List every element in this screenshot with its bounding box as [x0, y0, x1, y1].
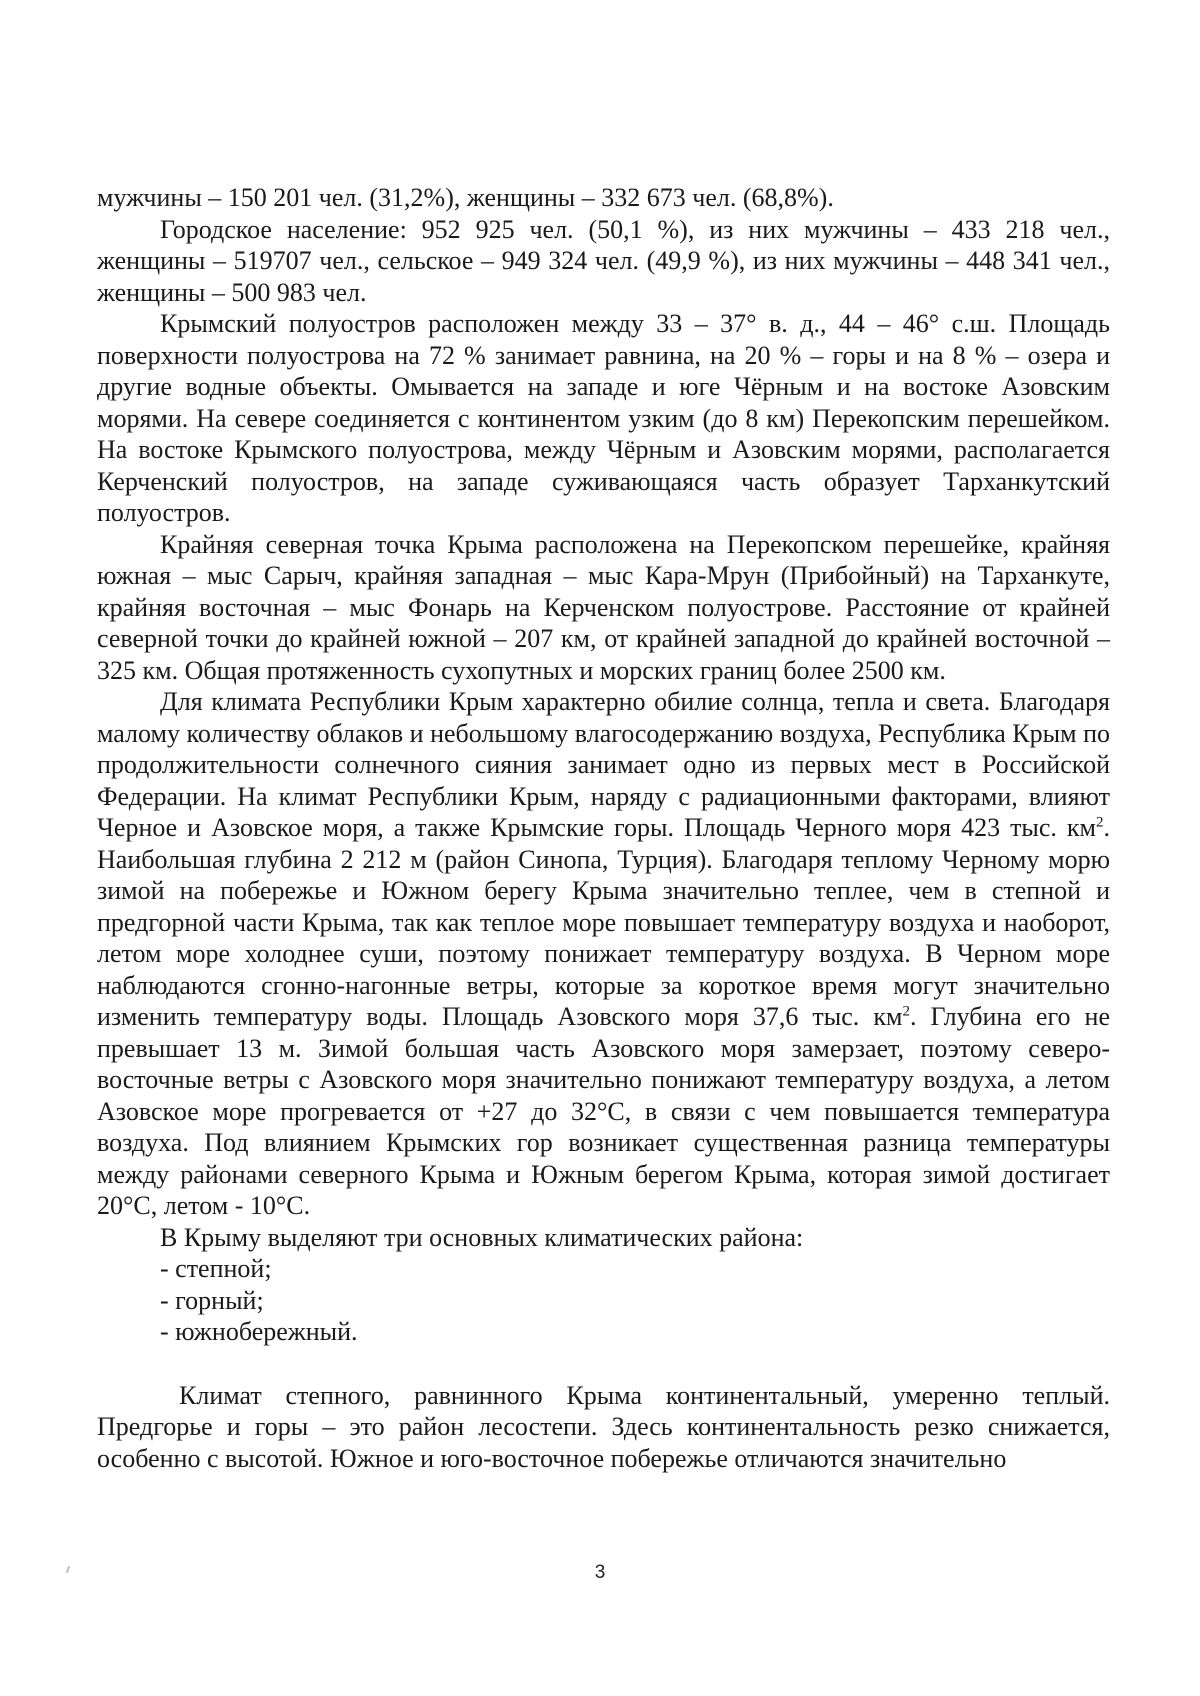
climate-text-1: Для климата Республики Крым характерно обилие солнца, тепла и света. Благодаря малому количеству облаков и небольшому влагосодержанию воздуха, Республика Крым по продолжительности солнечного сияния занимает одно из первых мест в Российской Федерации. На климат Республики Крым, наряду с радиационными факторами, влияют Черное и Азовское моря, а также Крымские горы. Площадь Черного моря 423 тыс. км [97, 687, 1110, 842]
paragraph-steppe-climate: Климат степного, равнинного Крыма континентальный, умеренно теплый. Предгорье и горы – это район лесостепи. Здесь континентальность резко снижается, особенно с высотой. Южное и юго-восточное побережье отличаются значительно [97, 1380, 1110, 1473]
paragraph-spacer [97, 1348, 1110, 1380]
list-item: - южнобережный. [160, 1317, 358, 1346]
superscript-1: 2 [1096, 814, 1104, 831]
document-body [97, 182, 1110, 1474]
superscript-2: 2 [902, 1003, 910, 1020]
list-item: - горный; [160, 1285, 264, 1315]
climate-regions-list [97, 1253, 1110, 1348]
paragraph-climate [97, 686, 1110, 1222]
paragraph-extreme-points: Крайняя северная точка Крыма расположена на Перекопском перешейке, крайняя южная – мыс Сарыч, крайняя западная – мыс Кара-Мрун (Прибойный) на Тарханкуте, крайняя восточная – мыс Фонарь на Керченском полуострове. Расстояние от крайней северной точки до крайней южной – 207 км, от крайней западной до крайней восточной –325 км. Общая протяженность сухопутных и морских границ более 2500 км. [97, 529, 1110, 685]
list-item: - степной; [160, 1254, 272, 1283]
page-number: 3 [594, 1562, 606, 1583]
paragraph-gender-population: мужчины – 150 201 чел. (31,2%), женщины – 332 673 чел. (68,8%). [97, 183, 834, 212]
paragraph-urban-population: Городское население: 952 925 чел. (50,1 %), из них мужчины – 433 218 чел., женщины – 519707 чел., сельское – 949 324 чел. (49,9 %), из них мужчины – 448 341 чел., женщины – 500 983 чел. [97, 214, 1110, 307]
paragraph-geography: Крымский полуостров расположен между 33 – 37° в. д., 44 – 46° с.ш. Площадь поверхности полуострова на 72 % занимает равнина, на 20 % – горы и на 8 % – озера и другие водные объекты. Омывается на западе и юге Чёрным и на востоке Азовским морями. На севере соединяется с континентом узким (до 8 км) Перекопским перешейком. На востоке Крымского полуострова, между Чёрным и Азовским морями, располагается Керченский полуостров, на западе суживающаяся часть образует Тарханкутский полуостров. [97, 309, 1110, 527]
paragraph-regions-intro: В Крыму выделяют три основных климатических района: [160, 1222, 804, 1252]
climate-text-3: . Глубина его не превышает 13 м. Зимой большая часть Азовского моря замерзает, поэтому северо-восточные ветры с Азовского моря значительно понижают температуру воздуха, а летом Азовское море прогревается от +27 до 32°С, в связи с чем повышается температура воздуха. Под влиянием Крымских гор возникает существенная разница температуры между районами северного Крыма и Южным берегом Крыма, которая зимой достигает 20°С, летом - 10°С. [97, 1002, 1110, 1220]
climate-text-2: . Наибольшая глубина 2 212 м (район Синопа, Турция). Благодаря теплому Черному морю зимой на побережье и Южном берегу Крыма значительно теплее, чем в степной и предгорной части Крыма, так как теплое море повышает температуру воздуха и наоборот, летом море холоднее суши, поэтому понижает температуру воздуха. В Черном море наблюдаются сгонно-нагонные ветры, которые за короткое время могут значительно изменить температуру воды. Площадь Азовского моря 37,6 тыс. км [97, 813, 1110, 1031]
